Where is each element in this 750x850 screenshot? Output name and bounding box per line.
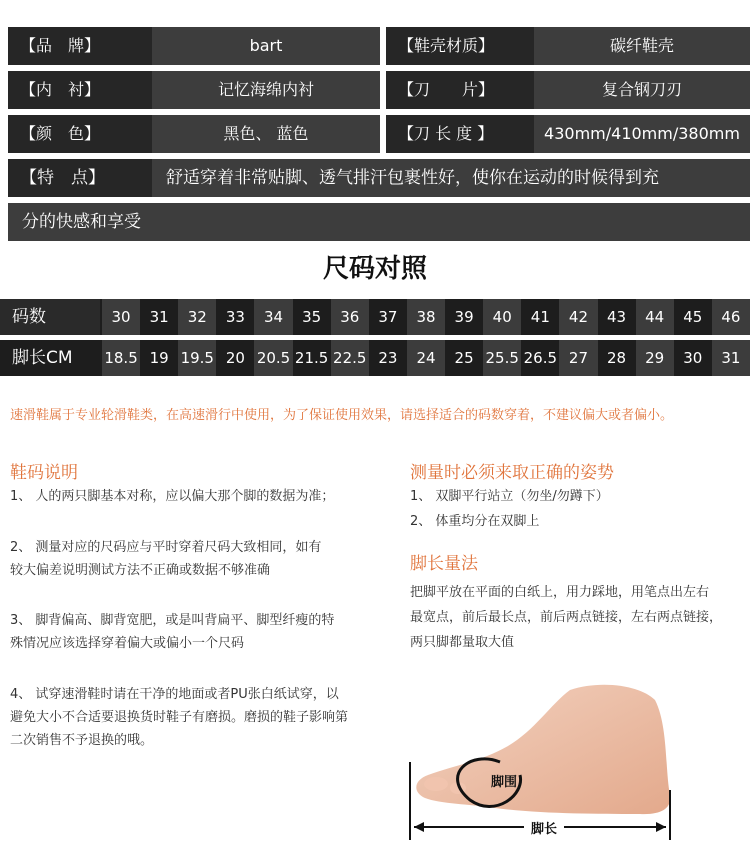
method-line: 把脚平放在平面的白纸上，用力踩地，用笔点出左右 bbox=[410, 585, 710, 600]
spec-row-feature-cont bbox=[0, 203, 750, 247]
size-chart-title: 尺码对照 bbox=[322, 254, 427, 284]
size-note-line: 3、 脚背偏高、脚背宽肥，或是叫背扁平、脚型纤瘦的特 bbox=[10, 613, 335, 628]
posture-item: 1、 双脚平行站立（勿坐/勿蹲下） bbox=[410, 489, 609, 504]
spec-row-feature bbox=[0, 159, 750, 203]
spec-value: 记忆海绵内衬 bbox=[152, 71, 380, 109]
length-cell: 19 bbox=[149, 349, 169, 367]
length-cell: 26.5 bbox=[523, 349, 558, 367]
size-cell: 42 bbox=[559, 299, 597, 335]
size-notes-title: 鞋码说明 bbox=[10, 463, 78, 483]
feature-value-line1: 舒适穿着非常贴脚、透气排汗包裹性好，使你在运动的时候得到充 bbox=[152, 159, 750, 197]
size-cell: 45 bbox=[683, 308, 703, 326]
size-cell: 31 bbox=[149, 308, 169, 326]
size-cell: 41 bbox=[530, 308, 550, 326]
length-row bbox=[0, 340, 750, 376]
foot-measure-illustration bbox=[400, 680, 700, 840]
spec-value: 黑色、 蓝色 bbox=[152, 115, 380, 153]
size-cell: 32 bbox=[178, 299, 216, 335]
method-line: 最宽点，前后最长点，前后两点链接，左右两点链接， bbox=[410, 610, 723, 625]
spec-label: 【刀 长 度 】 bbox=[386, 115, 534, 153]
size-note-line: 较大偏差说明测试方法不正确或数据不够准确 bbox=[10, 563, 271, 578]
length-cell: 29 bbox=[636, 340, 674, 376]
length-row-label: 脚长CM bbox=[0, 340, 100, 376]
length-cell: 25.5 bbox=[483, 340, 521, 376]
size-cell: 38 bbox=[407, 299, 445, 335]
spec-value: 430mm/410mm/380mm bbox=[534, 115, 750, 153]
method-line: 两只脚都量取大值 bbox=[410, 635, 515, 650]
size-row-label: 码数 bbox=[0, 299, 100, 335]
size-note-line: 避免大小不合适要退换货时鞋子有磨损。磨损的鞋子影响第 bbox=[10, 710, 349, 725]
spec-label: 【颜 色】 bbox=[8, 115, 152, 153]
spec-value: 复合钢刀刃 bbox=[534, 71, 750, 109]
size-note-line: 4、 试穿速滑鞋时请在干净的地面或者PU张白纸试穿，以 bbox=[10, 687, 339, 702]
length-cell: 18.5 bbox=[102, 340, 140, 376]
length-cell: 31 bbox=[712, 340, 750, 376]
spec-label: 【内 衬】 bbox=[8, 71, 152, 109]
length-cell: 23 bbox=[378, 349, 398, 367]
spec-row bbox=[0, 27, 750, 71]
size-note-line: 殊情况应该选择穿着偏大或偏小一个尺码 bbox=[10, 636, 245, 651]
size-note-line: 2、 测量对应的尺码应与平时穿着尺码大致相同，如有 bbox=[10, 540, 322, 555]
size-cell: 39 bbox=[454, 308, 474, 326]
length-cell: 25 bbox=[454, 349, 474, 367]
foot-shape bbox=[416, 685, 670, 814]
posture-title: 测量时必须来取正确的姿势 bbox=[410, 463, 614, 483]
size-cell: 36 bbox=[331, 299, 369, 335]
spec-label: 【鞋壳材质】 bbox=[386, 27, 534, 65]
length-cell: 20.5 bbox=[254, 340, 292, 376]
spec-value: 碳纤鞋壳 bbox=[534, 27, 750, 65]
length-label: 脚长 bbox=[530, 822, 558, 837]
spec-row bbox=[0, 71, 750, 115]
length-cell: 22.5 bbox=[331, 340, 369, 376]
size-cell: 44 bbox=[636, 299, 674, 335]
length-cell: 30 bbox=[683, 349, 703, 367]
size-cell: 33 bbox=[225, 308, 245, 326]
spec-row bbox=[0, 115, 750, 159]
size-cell: 37 bbox=[378, 308, 398, 326]
spec-value: bart bbox=[152, 27, 380, 65]
size-warning: 速滑鞋属于专业轮滑鞋类，在高速滑行中使用，为了保证使用效果，请选择适合的码数穿着，不建议偏大或者偏小。 bbox=[10, 408, 674, 423]
size-cell: 34 bbox=[254, 299, 292, 335]
size-cell: 43 bbox=[607, 308, 627, 326]
length-cell: 20 bbox=[225, 349, 245, 367]
size-cell: 40 bbox=[483, 299, 521, 335]
size-cell: 30 bbox=[102, 299, 140, 335]
spec-label: 【刀 片】 bbox=[386, 71, 534, 109]
size-note-line: 二次销售不予退换的哦。 bbox=[10, 733, 154, 748]
posture-item: 2、 体重均分在双脚上 bbox=[410, 514, 540, 529]
length-cell: 24 bbox=[407, 340, 445, 376]
spec-label: 【品 牌】 bbox=[8, 27, 152, 65]
girth-label: 脚围 bbox=[490, 775, 518, 790]
feature-label: 【特 点】 bbox=[8, 159, 152, 197]
length-cell: 19.5 bbox=[178, 340, 216, 376]
size-cell: 35 bbox=[302, 308, 322, 326]
method-title: 脚长量法 bbox=[410, 554, 478, 574]
size-note-line: 1、 人的两只脚基本对称，应以偏大那个脚的数据为准； bbox=[10, 489, 335, 504]
length-cell: 21.5 bbox=[294, 349, 329, 367]
length-cell: 27 bbox=[559, 340, 597, 376]
size-cell: 46 bbox=[712, 299, 750, 335]
length-cell: 28 bbox=[607, 349, 627, 367]
size-row bbox=[0, 299, 750, 335]
feature-value-line2: 分的快感和享受 bbox=[8, 203, 750, 241]
